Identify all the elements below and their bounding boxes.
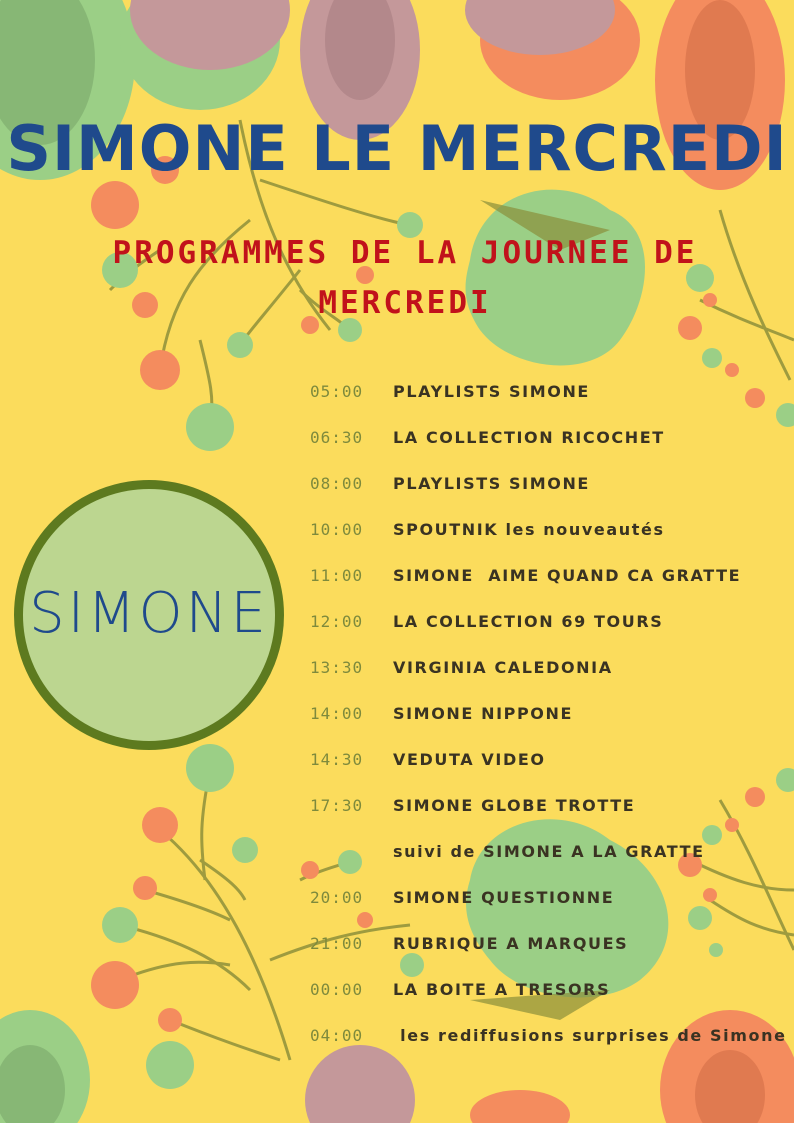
berry-shape: [702, 348, 722, 368]
program-title: les rediffusions surprises de Simone: [393, 1025, 787, 1045]
schedule-row: [310, 368, 787, 414]
program-schedule: [310, 368, 787, 1058]
program-time: 13:30: [310, 657, 364, 677]
schedule-row: [310, 552, 787, 598]
berry-shape: [91, 961, 139, 1009]
schedule-row: [310, 828, 787, 874]
page-title: SIMONE LE MERCREDI: [6, 112, 788, 185]
program-title: SIMONE AIME QUAND CA GRATTE: [393, 565, 742, 585]
schedule-row: [310, 460, 787, 506]
program-title: SPOUTNIK les nouveautés: [393, 519, 665, 539]
berry-shape: [102, 907, 138, 943]
program-time: 20:00: [310, 887, 364, 907]
program-time: 10:00: [310, 519, 364, 539]
schedule-row: [310, 874, 787, 920]
page-subtitle: PROGRAMMES DE LA JOURNEE DE MERCREDI: [112, 235, 698, 321]
schedule-row: [310, 414, 787, 460]
berry-shape: [133, 876, 157, 900]
program-time: 04:00: [310, 1025, 364, 1045]
schedule-row: [310, 966, 787, 1012]
program-time: 00:00: [310, 979, 364, 999]
program-title: VIRGINIA CALEDONIA: [393, 657, 613, 677]
program-time: 08:00: [310, 473, 364, 493]
schedule-row: [310, 920, 787, 966]
berry-shape: [91, 181, 139, 229]
simone-logo: [14, 480, 284, 750]
schedule-row: [310, 1012, 787, 1058]
orange-petal-shape: [470, 1090, 570, 1123]
schedule-row: [310, 736, 787, 782]
schedule-row: [310, 598, 787, 644]
program-title: suivi de SIMONE A LA GRATTE: [393, 841, 705, 861]
program-title: LA COLLECTION 69 TOURS: [393, 611, 664, 631]
program-title: PLAYLISTS SIMONE: [393, 473, 590, 493]
program-title: PLAYLISTS SIMONE: [393, 381, 590, 401]
program-time: 12:00: [310, 611, 364, 631]
program-title: LA COLLECTION RICOCHET: [393, 427, 665, 447]
schedule-row: [310, 506, 787, 552]
berry-shape: [158, 1008, 182, 1032]
program-title: SIMONE GLOBE TROTTE: [393, 795, 636, 815]
program-time: 14:30: [310, 749, 364, 769]
logo-wordmark: SIMONE: [29, 581, 269, 646]
program-time: 14:00: [310, 703, 364, 723]
program-title: LA BOITE A TRESORS: [393, 979, 611, 999]
schedule-row: [310, 782, 787, 828]
berry-shape: [232, 837, 258, 863]
berry-shape: [142, 807, 178, 843]
berry-shape: [146, 1041, 194, 1089]
berry-shape: [140, 350, 180, 390]
schedule-row: [310, 644, 787, 690]
berry-shape: [186, 744, 234, 792]
program-title: VEDUTA VIDEO: [393, 749, 546, 769]
berry-shape: [227, 332, 253, 358]
program-time: 17:30: [310, 795, 364, 815]
program-title: SIMONE NIPPONE: [393, 703, 574, 723]
program-time: 21:00: [310, 933, 364, 953]
berry-shape: [186, 403, 234, 451]
schedule-row: [310, 690, 787, 736]
program-time: 11:00: [310, 565, 364, 585]
program-time: 05:00: [310, 381, 364, 401]
program-title: RUBRIQUE A MARQUES: [393, 933, 629, 953]
program-time: 06:30: [310, 427, 364, 447]
program-title: SIMONE QUESTIONNE: [393, 887, 615, 907]
